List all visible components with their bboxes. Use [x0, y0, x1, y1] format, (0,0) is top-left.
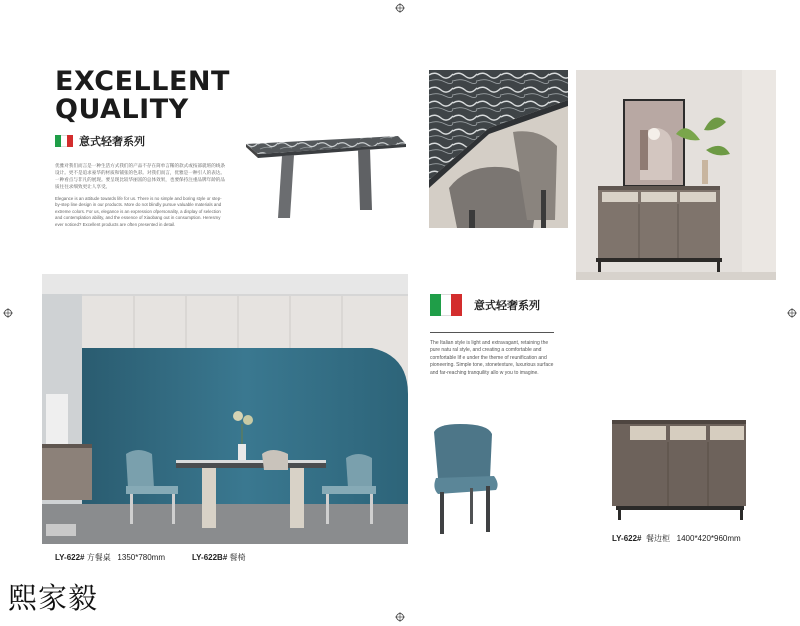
series-label-2: 意式轻奢系列: [474, 299, 540, 312]
series-label: 意式轻奢系列: [79, 135, 145, 148]
italy-flag-icon-large: [430, 294, 462, 316]
registration-mark-left: [3, 308, 13, 318]
italian-style-english-text: The Italian style is light and extravagant, retaining the pure natu ral style, and creating a comfortable and comfortable lif e under the theme of reunification and pioneering. Simple tone, stonetexture, luxurious surface and far-reaching tranquility allo w you to imagine.: [430, 340, 554, 376]
headline-line-2: QUALITY: [55, 94, 189, 125]
chair-name: 餐椅: [229, 553, 246, 562]
divider-line: [430, 332, 554, 333]
intro-chinese-text: 优雅对我们而言是一种生活方式我们的产品不存在简单言稀的款式或按部就班的线条设计。更不是追求豪华的材质和铺张的色彩。对我们而言，优雅是一种引人的表达。一种看点与非凡的展现。要呈现比较华丽富的总体效果，也要保持注重品牌年龄的品质往往求细致更让人享受。: [55, 163, 225, 189]
chair-model: LY-622B#: [192, 553, 228, 562]
sideboard-with-art-photo: [576, 70, 776, 280]
series-label-block-2: [430, 294, 540, 316]
table-caption: [55, 552, 165, 563]
dining-room-scene-photo: [42, 274, 408, 544]
series-label-block-1: [55, 133, 145, 149]
table-name: 方餐桌: [86, 553, 111, 562]
cabinet-caption: [612, 533, 741, 544]
cabinet-model: LY-622#: [612, 534, 642, 543]
table-size: 1350*780mm: [117, 553, 166, 562]
chair-caption: [192, 552, 246, 563]
dining-chair-photo: [430, 424, 506, 536]
headline-line-1: EXCELLENT: [55, 66, 230, 97]
italy-flag-icon: [55, 135, 73, 147]
intro-english-text: Elegance is an attitude towards life for us. There is no simple and boring style or step-by-step line design in our products. More do not blindly pursue valuable materials and extreme colors. For us, elegance is an expression ofpersonality, a display of selection and contemplation ability, and the essence of Xiaobang out in consumption. Heresmy ever noticed? Excellent products are often presented in detail.: [55, 196, 222, 227]
marble-dining-table-photo: [238, 130, 410, 222]
registration-mark-bottom: [395, 612, 405, 622]
headline: [55, 68, 230, 124]
brand-name: 熙家毅: [8, 581, 99, 615]
cabinet-name: 餐边柜: [645, 534, 670, 543]
marble-table-chair-closeup-photo: [429, 70, 568, 228]
registration-mark-top: [395, 3, 405, 13]
table-model: LY-622#: [55, 553, 85, 562]
sideboard-cabinet-photo: [610, 416, 750, 522]
registration-mark-right: [787, 308, 797, 318]
cabinet-size: 1400*420*960mm: [676, 534, 741, 543]
